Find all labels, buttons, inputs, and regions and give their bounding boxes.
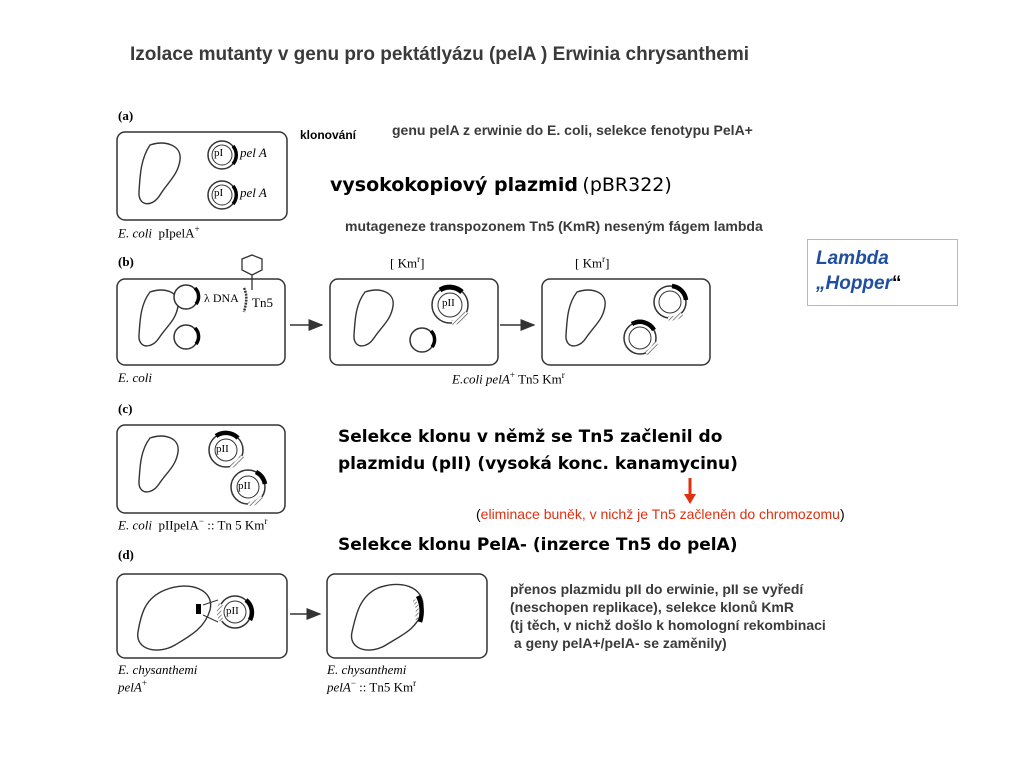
transfer-note-line-4: a geny pelA+/pelA- se zaměnily) <box>510 635 727 651</box>
panel-d-cell-1 <box>117 574 287 658</box>
panel-d-caption-left-2: pelA+ <box>118 678 147 695</box>
panel-label-a: (a) <box>118 108 134 123</box>
panel-b-cell-2 <box>330 279 498 365</box>
plasmid-label: pII <box>238 480 251 492</box>
transfer-note-line-1: přenos plazmidu pII do erwinie, pII se vyředí <box>510 581 804 597</box>
selection-note-1-line-1: Selekce klonu v němž se Tn5 začlenil do <box>338 427 723 447</box>
panel-a-caption: E. coli pIpelA+ <box>118 224 200 241</box>
plasmid-label: pII <box>442 297 455 309</box>
km-label: [ Km$^r$] <box>575 254 610 271</box>
klonovani-label: klonování <box>300 128 357 142</box>
gene-label: pel A <box>240 185 267 200</box>
gene-label: pel A <box>240 145 267 160</box>
plasmid-label: pI <box>214 147 224 159</box>
panel-d-caption-left-1: E. chysanthemi <box>118 662 198 677</box>
plasmid-icon <box>174 285 198 309</box>
mutagenesis-note: mutageneze transpozonem Tn5 (KmR) neseným fágem lambda <box>345 218 763 234</box>
cloning-note: genu pelA z erwinie do E. coli, selekce fenotypu PelA+ <box>392 122 753 138</box>
lambda-box-line-1: Lambda <box>816 248 889 269</box>
panel-d-cell-2 <box>327 574 487 658</box>
panel-b-cell-3 <box>542 279 710 365</box>
elimination-note: (eliminace buněk, v nichž je Tn5 začleněn do chromozomu) <box>476 506 845 522</box>
panel-c-caption: E. coli pIIpelA− :: Tn 5 Km$^r$ <box>118 516 268 533</box>
selection-note-2: Selekce klonu PelA- (inzerce Tn5 do pelA) <box>338 535 738 555</box>
lambda-dna-label: λ DNA <box>204 291 239 305</box>
transfer-note-line-3: (tj těch, v nichž došlo k homologní rekombinaci <box>510 617 826 633</box>
plasmid-label: pII <box>226 605 239 617</box>
panel-label-b: (b) <box>118 254 134 269</box>
plasmid-note: vysokokopiový plazmid (pBR322) <box>330 174 672 196</box>
phage-icon <box>242 255 262 275</box>
panel-c-cell <box>117 425 285 513</box>
plasmid-icon <box>410 328 434 352</box>
lambda-hopper-box <box>807 239 958 306</box>
panel-d-caption-right-1: E. chysanthemi <box>327 662 407 677</box>
selection-note-1-line-2: plazmidu (pII) (vysoká konc. kanamycinu) <box>338 454 738 474</box>
slide-title: Izolace mutanty v genu pro pektátlyázu (pelA ) Erwinia chrysanthemi <box>130 44 750 65</box>
panel-label-d: (d) <box>118 547 134 562</box>
panel-d-caption-right-2: pelA− :: Tn5 Km$^r$ <box>327 678 417 695</box>
plasmid-icon <box>174 325 198 349</box>
transfer-note <box>510 580 826 652</box>
selection-note-1 <box>338 424 738 478</box>
transfer-note-line-2: (neschopen replikace), selekce klonů KmR <box>510 599 794 615</box>
plasmid-label: pII <box>216 443 229 455</box>
plasmid-label: pI <box>214 187 224 199</box>
tn5-label: Tn5 <box>252 295 273 310</box>
km-label: [ Km$^r$] <box>390 254 425 271</box>
panel-label-c: (c) <box>118 401 133 416</box>
panel-b-caption-mid: E.coli pelA+ Tn5 Km$^r$ <box>452 370 565 387</box>
lambda-box-line-2: „Hopper“ <box>816 273 902 294</box>
panel-b-caption-left: E. coli <box>118 370 152 385</box>
